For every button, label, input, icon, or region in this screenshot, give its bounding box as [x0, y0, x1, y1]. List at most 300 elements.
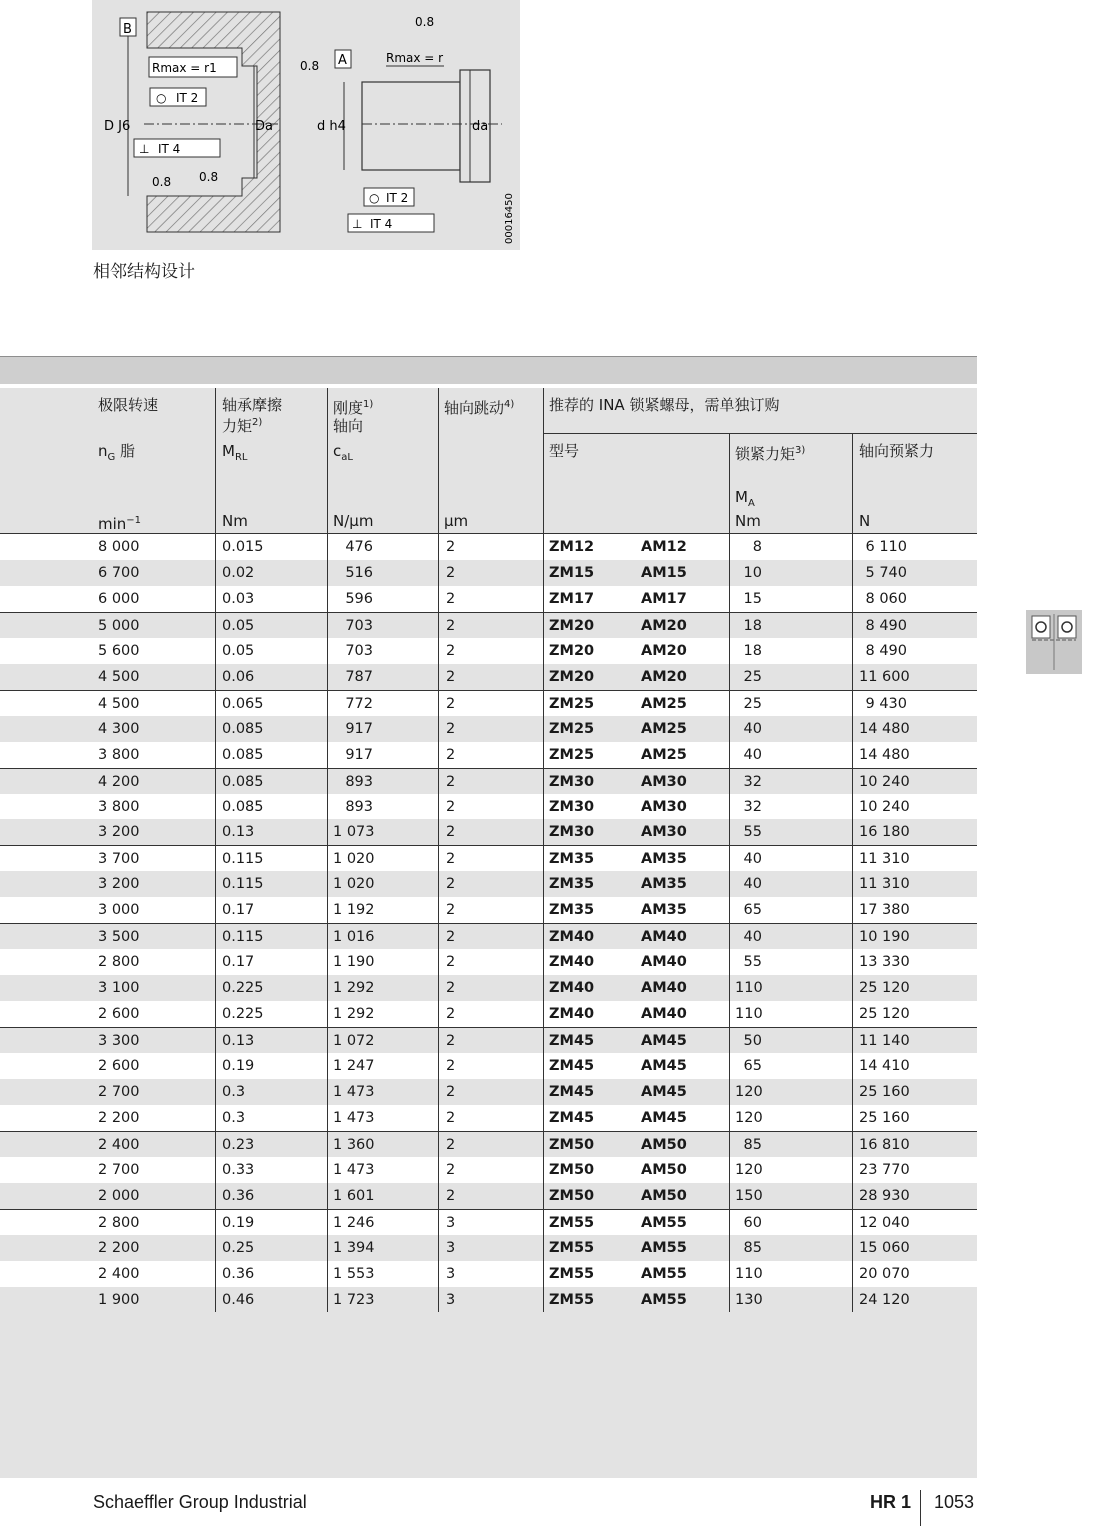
table-cell: 3 300	[98, 1033, 140, 1050]
table-cell: 0.085	[222, 798, 264, 815]
table-cell: 150	[735, 1187, 763, 1204]
svg-text:○: ○	[156, 91, 167, 105]
table-cell: 20 070	[859, 1265, 910, 1282]
table-cell: 15 060	[859, 1239, 910, 1256]
table-cell: 0.23	[222, 1136, 255, 1153]
table-cell: AM20	[641, 642, 687, 659]
table-cell: AM40	[641, 929, 687, 946]
svg-text:0.8: 0.8	[152, 175, 172, 189]
table-cell: 4 500	[98, 668, 140, 685]
table-cell: 3	[446, 1239, 456, 1256]
table-cell: AM20	[641, 668, 687, 685]
table-cell: 703	[345, 642, 373, 659]
table-cell: 2 600	[98, 1006, 140, 1023]
table-row	[0, 1079, 977, 1105]
table-cell: 3 700	[98, 851, 140, 868]
table-cell: 3 800	[98, 798, 140, 815]
table-cell: AM55	[641, 1239, 687, 1256]
table-cell: 8 490	[865, 617, 907, 634]
table-cell: AM25	[641, 695, 687, 712]
table-cell: AM40	[641, 1006, 687, 1023]
table-cell: 5 000	[98, 617, 140, 634]
table-cell: 1 247	[333, 1058, 375, 1074]
table-cell: 0.115	[222, 851, 264, 868]
table-cell: 917	[345, 746, 373, 763]
table-cell: ZM45	[549, 1033, 595, 1050]
table-cell: AM35	[641, 851, 687, 868]
table-cell: ZM40	[549, 954, 595, 971]
svg-text:B: B	[123, 22, 132, 37]
table-cell: 14 480	[859, 746, 910, 763]
table-cell: AM55	[641, 1265, 687, 1282]
table-cell: ZM50	[549, 1161, 595, 1178]
table-cell: AM25	[641, 720, 687, 737]
table-cell: 3 800	[98, 746, 140, 763]
table-cell: 3 000	[98, 902, 140, 919]
table-cell: 0.17	[222, 954, 255, 971]
table-cell: 2 000	[98, 1187, 140, 1204]
table-cell: 0.225	[222, 1006, 264, 1023]
table-cell: 4 200	[98, 773, 140, 790]
table-cell: ZM55	[549, 1239, 595, 1256]
table-cell: ZM35	[549, 851, 595, 868]
table-cell: ZM20	[549, 642, 595, 659]
table-cell: AM35	[641, 902, 687, 919]
table-cell: AM15	[641, 564, 687, 581]
table-cell: 8	[752, 539, 762, 555]
table-cell: 0.36	[222, 1265, 255, 1282]
table-cell: 6 000	[98, 590, 140, 607]
column-divider	[438, 388, 439, 1312]
table-cell: 1 020	[333, 851, 375, 868]
table-cell: 65	[743, 1058, 762, 1074]
table-cell: AM50	[641, 1136, 687, 1153]
table-cell: ZM20	[549, 668, 595, 685]
table-cell: 2	[446, 929, 456, 946]
table-cell: 0.46	[222, 1291, 255, 1308]
table-cell: AM50	[641, 1187, 687, 1204]
table-cell: 10 240	[859, 773, 910, 790]
table-cell: 110	[735, 980, 763, 997]
table-cell: AM20	[641, 617, 687, 634]
table-row	[0, 1287, 977, 1313]
table-cell: 4 300	[98, 720, 140, 737]
table-cell: 596	[345, 590, 373, 607]
svg-text:IT 4: IT 4	[158, 142, 181, 156]
table-cell: 2	[446, 642, 456, 659]
table-cell: AM12	[641, 539, 687, 555]
column-divider	[543, 388, 544, 1312]
table-cell: 1 292	[333, 1006, 375, 1023]
table-cell: 17 380	[859, 902, 910, 919]
table-row	[0, 742, 977, 768]
table-cell: ZM40	[549, 1006, 595, 1023]
table-cell: 11 600	[859, 668, 910, 685]
table-row	[0, 923, 977, 949]
table-cell: 2	[446, 1161, 456, 1178]
table-cell: 85	[743, 1136, 762, 1153]
table-cell: 18	[743, 642, 762, 659]
table-row	[0, 949, 977, 975]
table-cell: 1 394	[333, 1239, 375, 1256]
table-cell: 2 600	[98, 1058, 140, 1074]
table-cell: ZM25	[549, 695, 595, 712]
table-cell: AM45	[641, 1083, 687, 1100]
table-row	[0, 534, 977, 560]
table-cell: 40	[743, 746, 762, 763]
table-cell: AM30	[641, 773, 687, 790]
table-cell: 2 400	[98, 1265, 140, 1282]
table-cell: 0.25	[222, 1239, 255, 1256]
table-cell: 6 700	[98, 564, 140, 581]
table-cell: 0.19	[222, 1214, 255, 1231]
table-cell: 2 400	[98, 1136, 140, 1153]
table-cell: AM40	[641, 980, 687, 997]
table-cell: 2	[446, 1033, 456, 1050]
table-cell: 1 473	[333, 1109, 375, 1126]
table-cell: ZM25	[549, 720, 595, 737]
header-limit-speed: 极限转速	[98, 396, 159, 414]
header-axial-runout-unit: μm	[444, 512, 469, 530]
table-cell: 1 020	[333, 876, 375, 893]
footer-company: Schaeffler Group Industrial	[93, 1492, 307, 1512]
table-cell: 2	[446, 617, 456, 634]
table-cell: 772	[345, 695, 373, 712]
table-cell: ZM35	[549, 876, 595, 893]
table-cell: 476	[345, 539, 373, 555]
table-cell: 120	[735, 1083, 763, 1100]
table-cell: 703	[345, 617, 373, 634]
table-row	[0, 1261, 977, 1287]
svg-text:da: da	[472, 119, 489, 134]
table-cell: 23 770	[859, 1161, 910, 1178]
table-row	[0, 1209, 977, 1235]
table-cell: 1 073	[333, 824, 375, 841]
svg-text:Da: Da	[255, 119, 273, 134]
column-divider	[327, 388, 328, 1312]
table-cell: ZM30	[549, 798, 595, 815]
table-cell: 2	[446, 1058, 456, 1074]
table-cell: 12 040	[859, 1214, 910, 1231]
svg-text:A: A	[338, 53, 347, 68]
table-cell: 0.19	[222, 1058, 255, 1074]
table-cell: 25	[743, 695, 762, 712]
table-cell: 893	[345, 773, 373, 790]
table-cell: 787	[345, 668, 373, 685]
table-row	[0, 1157, 977, 1183]
table-cell: 0.13	[222, 824, 255, 841]
adjacent-design-figure	[92, 0, 520, 250]
table-cell: 40	[743, 851, 762, 868]
svg-text:IT 2: IT 2	[386, 191, 409, 205]
table-cell: 0.065	[222, 695, 264, 712]
table-cell: 25 160	[859, 1083, 910, 1100]
column-divider	[215, 388, 216, 1312]
bearing-section-icon	[1026, 610, 1082, 674]
header-limit-speed-unit: $\min^{-1}$	[98, 515, 142, 533]
table-cell: 2	[446, 695, 456, 712]
table-row	[0, 1131, 977, 1157]
table-cell: 13 330	[859, 954, 910, 971]
header-tightening-torque-symbol: $M_A$	[735, 488, 755, 509]
table-cell: 2	[446, 876, 456, 893]
table-cell: 0.13	[222, 1033, 255, 1050]
table-cell: AM35	[641, 876, 687, 893]
table-cell: ZM50	[549, 1136, 595, 1153]
table-cell: 1 016	[333, 929, 375, 946]
header-stiffness: 刚度$^{1)}$ 轴向	[333, 399, 374, 435]
table-cell: 40	[743, 720, 762, 737]
header-friction-torque: 轴承摩擦 力矩$^{2)}$	[222, 396, 283, 435]
column-divider	[852, 433, 853, 1312]
svg-text:0.8: 0.8	[415, 15, 435, 29]
table-cell: 2	[446, 798, 456, 815]
table-cell: 120	[735, 1109, 763, 1126]
table-cell: 28 930	[859, 1187, 910, 1204]
table-cell: AM30	[641, 798, 687, 815]
table-cell: ZM45	[549, 1058, 595, 1074]
table-cell: 3	[446, 1291, 456, 1308]
svg-text:Rmax = r: Rmax = r	[386, 51, 444, 65]
table-row	[0, 1105, 977, 1131]
table-cell: 0.05	[222, 617, 255, 634]
bearing-thumbnail	[1026, 610, 1082, 674]
header-tightening-torque-unit: Nm	[735, 512, 761, 530]
table-cell: 120	[735, 1161, 763, 1178]
table-cell: 55	[743, 954, 762, 971]
table-cell: 3	[446, 1214, 456, 1231]
table-row	[0, 768, 977, 794]
header-tightening-torque: 锁紧力矩$^{3)}$	[735, 445, 806, 463]
table-cell: ZM40	[549, 929, 595, 946]
table-cell: 0.085	[222, 773, 264, 790]
table-cell: 25	[743, 668, 762, 685]
table-row	[0, 794, 977, 820]
table-cell: 3 200	[98, 824, 140, 841]
table-cell: ZM30	[549, 773, 595, 790]
table-row	[0, 638, 977, 664]
table-cell: 65	[743, 902, 762, 919]
table-cell: 1 072	[333, 1033, 375, 1050]
header-limit-speed-symbol: $n_G$ 脂	[98, 442, 136, 463]
table-cell: AM30	[641, 824, 687, 841]
figure-caption: 相邻结构设计	[93, 262, 195, 282]
table-cell: 0.3	[222, 1109, 246, 1126]
table-cell: 1 190	[333, 954, 375, 971]
table-cell: 11 140	[859, 1033, 910, 1050]
table-cell: 130	[735, 1291, 763, 1308]
header-friction-torque-symbol: $M_{RL}$	[222, 442, 248, 463]
table-row	[0, 1027, 977, 1053]
table-cell: ZM15	[549, 564, 595, 581]
table-cell: 25 160	[859, 1109, 910, 1126]
table-cell: 5 600	[98, 642, 140, 659]
table-cell: 0.115	[222, 929, 264, 946]
table-cell: 0.03	[222, 590, 255, 607]
svg-text:⊥: ⊥	[139, 142, 150, 156]
table-cell: 2	[446, 720, 456, 737]
table-cell: 1 553	[333, 1265, 375, 1282]
table-cell: 8 000	[98, 539, 140, 555]
table-cell: AM25	[641, 746, 687, 763]
table-cell: 55	[743, 824, 762, 841]
table-row	[0, 1053, 977, 1079]
table-cell: 16 810	[859, 1136, 910, 1153]
table-cell: 10 240	[859, 798, 910, 815]
table-cell: AM45	[641, 1033, 687, 1050]
table-cell: 3 500	[98, 929, 140, 946]
table-cell: 1 292	[333, 980, 375, 997]
footer-catalog-code: HR 1	[870, 1492, 912, 1512]
table-cell: 2	[446, 902, 456, 919]
table-cell: 1 900	[98, 1291, 140, 1308]
table-row	[0, 716, 977, 742]
header-axial-preload-unit: N	[859, 512, 871, 530]
table-cell: 8 060	[865, 590, 907, 607]
table-cell: 16 180	[859, 824, 910, 841]
header-designation: 型号	[549, 442, 580, 460]
table-cell: 24 120	[859, 1291, 910, 1308]
table-cell: 516	[345, 564, 373, 581]
table-cell: ZM55	[549, 1214, 595, 1231]
table-cell: 60	[743, 1214, 762, 1231]
table-cell: ZM55	[549, 1265, 595, 1282]
table-cell: 0.115	[222, 876, 264, 893]
table-cell: 10	[743, 564, 762, 581]
header-stiffness-unit: N/μm	[333, 512, 374, 530]
header-axial-preload: 轴向预紧力	[859, 442, 935, 460]
table-cell: 0.085	[222, 746, 264, 763]
table-cell: ZM17	[549, 590, 595, 607]
table-cell: 25 120	[859, 980, 910, 997]
table-cell: 40	[743, 876, 762, 893]
table-cell: AM45	[641, 1109, 687, 1126]
table-cell: 1 360	[333, 1136, 375, 1153]
table-cell: 1 723	[333, 1291, 375, 1308]
table-cell: AM40	[641, 954, 687, 971]
table-row	[0, 871, 977, 897]
table-cell: 14 410	[859, 1058, 910, 1074]
svg-text:IT 2: IT 2	[176, 91, 199, 105]
table-row	[0, 1001, 977, 1027]
table-cell: 2 200	[98, 1109, 140, 1126]
svg-text:0.8: 0.8	[199, 170, 219, 184]
table-cell: 6 110	[865, 539, 907, 555]
svg-text:○: ○	[369, 191, 380, 205]
page-number: 1053	[934, 1492, 975, 1512]
table-cell: 2	[446, 564, 456, 581]
column-divider	[729, 433, 730, 1312]
table-cell: 2	[446, 1187, 456, 1204]
table-cell: 2	[446, 1006, 456, 1023]
table-cell: 0.225	[222, 980, 264, 997]
table-cell: 50	[743, 1033, 762, 1050]
table-cell: 893	[345, 798, 373, 815]
table-cell: 2	[446, 1136, 456, 1153]
table-row	[0, 1235, 977, 1261]
table-cell: 0.33	[222, 1161, 255, 1178]
table-cell: 2 700	[98, 1083, 140, 1100]
table-cell: AM55	[641, 1214, 687, 1231]
table-cell: 2	[446, 746, 456, 763]
header-locknut-group: 推荐的 INA 锁紧螺母，需单独订购	[549, 396, 780, 414]
table-row	[0, 1183, 977, 1209]
table-cell: ZM20	[549, 617, 595, 634]
table-cell: 0.3	[222, 1083, 246, 1100]
table-row	[0, 897, 977, 923]
table-cell: AM45	[641, 1058, 687, 1074]
table-cell: 0.085	[222, 720, 264, 737]
table-cell: 2	[446, 590, 456, 607]
table-title-band	[0, 356, 977, 384]
table-cell: AM50	[641, 1161, 687, 1178]
table-cell: 1 601	[333, 1187, 375, 1204]
table-cell: 4 500	[98, 695, 140, 712]
table-cell: 85	[743, 1239, 762, 1256]
table-cell: 0.02	[222, 564, 255, 581]
header-stiffness-symbol: $c_{aL}$	[333, 442, 353, 463]
table-row	[0, 560, 977, 586]
table-cell: 3	[446, 1265, 456, 1282]
table-cell: ZM40	[549, 980, 595, 997]
table-cell: 2	[446, 668, 456, 685]
header-friction-torque-unit: Nm	[222, 512, 248, 530]
table-cell: 1 473	[333, 1161, 375, 1178]
svg-text:⊥: ⊥	[352, 217, 363, 231]
table-cell: ZM45	[549, 1109, 595, 1126]
table-cell: 917	[345, 720, 373, 737]
svg-text:Rmax = r1: Rmax = r1	[152, 61, 217, 75]
table-cell: 10 190	[859, 929, 910, 946]
table-cell: ZM12	[549, 539, 595, 555]
table-row	[0, 819, 977, 845]
header-group-divider	[543, 433, 977, 434]
table-cell: 18	[743, 617, 762, 634]
table-cell: 14 480	[859, 720, 910, 737]
table-cell: 11 310	[859, 851, 910, 868]
table-cell: 110	[735, 1265, 763, 1282]
table-cell: 2 700	[98, 1161, 140, 1178]
table-cell: ZM50	[549, 1187, 595, 1204]
table-cell: AM55	[641, 1291, 687, 1308]
svg-text:00016450: 00016450	[504, 193, 515, 244]
table-cell: 2 800	[98, 1214, 140, 1231]
table-cell: 1 473	[333, 1083, 375, 1100]
table-cell: 110	[735, 1006, 763, 1023]
table-cell: 1 246	[333, 1214, 375, 1231]
table-row	[0, 664, 977, 690]
svg-text:0.8: 0.8	[300, 59, 320, 73]
table-cell: ZM45	[549, 1083, 595, 1100]
table-cell: 2	[446, 824, 456, 841]
svg-text:d h4: d h4	[317, 119, 346, 134]
table-cell: 2	[446, 980, 456, 997]
table-cell: 2 200	[98, 1239, 140, 1256]
table-cell: 2	[446, 773, 456, 790]
table-cell: 8 490	[865, 642, 907, 659]
table-row	[0, 845, 977, 871]
table-cell: 3 200	[98, 876, 140, 893]
table-cell: 15	[743, 590, 762, 607]
table-cell: 2	[446, 851, 456, 868]
table-cell: 25 120	[859, 1006, 910, 1023]
table-cell: 40	[743, 929, 762, 946]
table-row	[0, 690, 977, 716]
table-cell: 11 310	[859, 876, 910, 893]
header-axial-runout: 轴向跳动$^{4)}$	[444, 399, 515, 417]
table-row	[0, 612, 977, 638]
svg-text:IT 4: IT 4	[370, 217, 393, 231]
